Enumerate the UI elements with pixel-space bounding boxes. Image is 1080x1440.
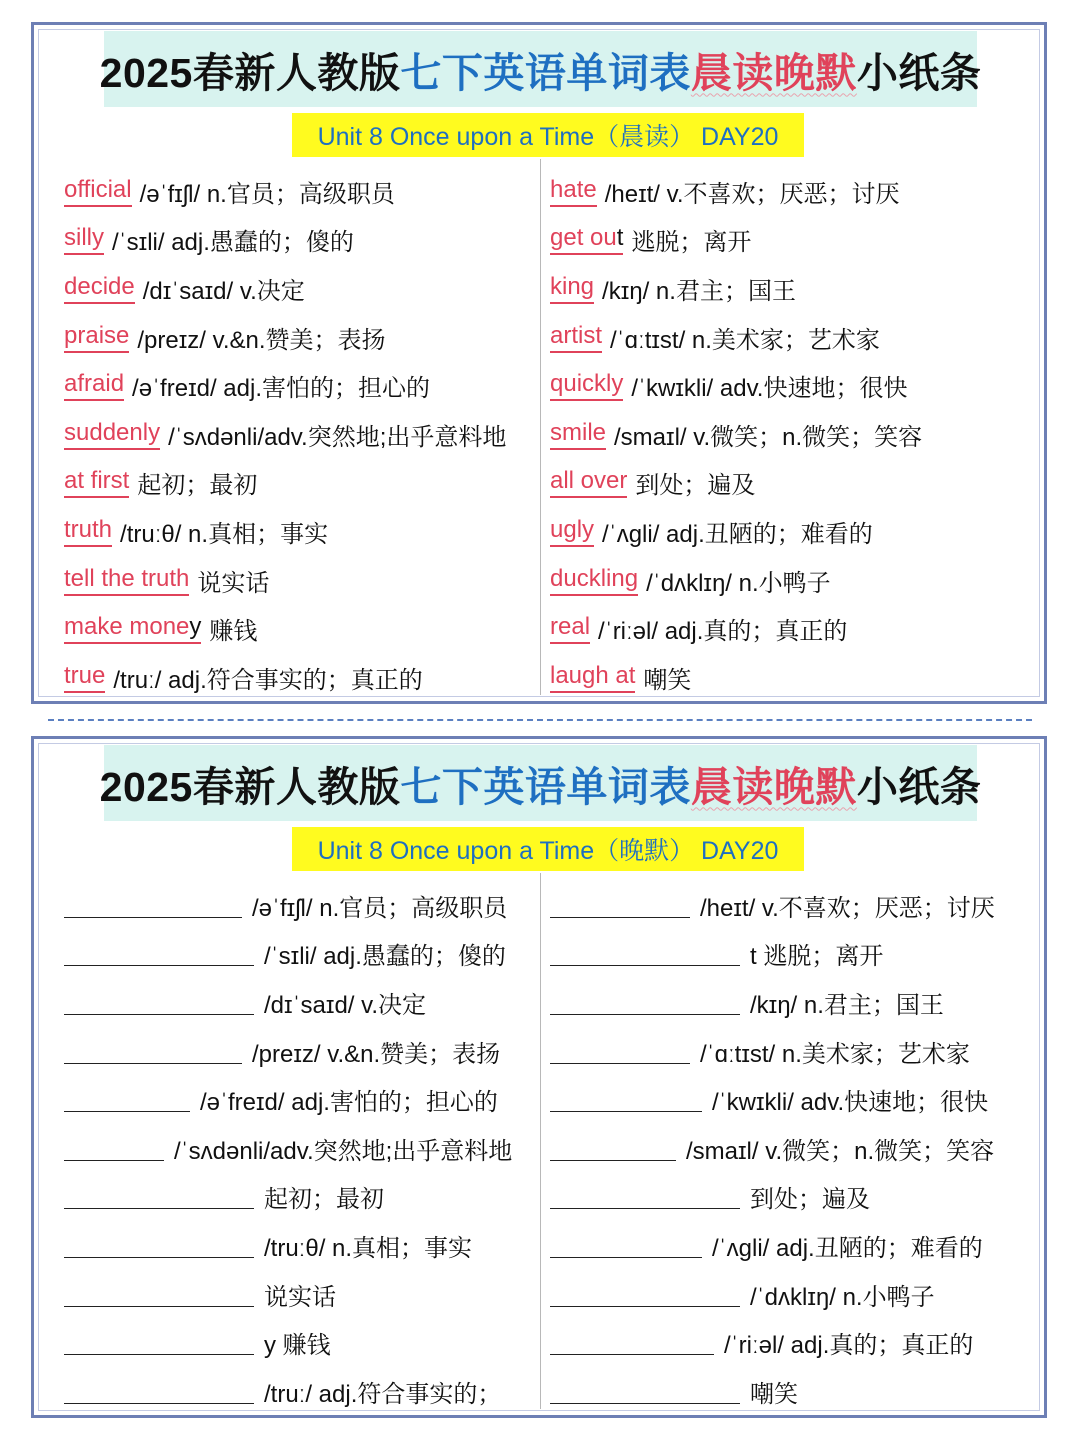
vocab-definition: 说实话	[197, 569, 270, 597]
answer-blank[interactable]	[550, 941, 740, 966]
answer-blank[interactable]	[64, 990, 254, 1015]
dictation-row	[550, 1367, 1040, 1416]
vocab-row	[64, 216, 534, 265]
vocab-word	[550, 176, 597, 207]
vocab-definition: /ˈkwɪkli/ adv.快速地；很快	[712, 1089, 989, 1117]
vocab-word	[64, 224, 104, 255]
dictation-row	[550, 930, 1040, 979]
vocab-word-text: true	[64, 661, 106, 689]
vocab-word	[550, 273, 594, 304]
vocab-definition: /truː/ adj.符合事实的；真正的	[113, 666, 423, 694]
vocab-definition: 到处；遍及	[635, 472, 756, 500]
vocab-definition: /preɪz/ v.&n.赞美；表扬	[252, 1040, 501, 1068]
vocab-definition: /ˈsɪli/ adj.愚蠢的；傻的	[112, 229, 354, 257]
title-part-3: 晨读晚默	[690, 763, 857, 810]
vocab-definition: /ˈdʌklɪŋ/ n.小鸭子	[750, 1283, 935, 1311]
dictation-row	[550, 1221, 1040, 1270]
dictation-row	[64, 1221, 534, 1270]
vocab-word	[64, 176, 132, 207]
vocab-definition: /əˈfreɪd/ adj.害怕的；担心的	[132, 375, 430, 403]
answer-blank[interactable]	[550, 1039, 690, 1064]
vocab-word-text: smile	[550, 418, 607, 446]
vocab-word-text: quickly	[550, 370, 624, 398]
vocab-definition: /əˈfreɪd/ adj.害怕的；担心的	[200, 1089, 498, 1117]
vocab-row	[550, 459, 1040, 508]
morning-right-column	[550, 167, 1040, 702]
title-part-4: 小纸条	[856, 763, 982, 810]
vocab-row	[550, 361, 1040, 410]
vocab-word	[550, 322, 602, 353]
answer-blank[interactable]	[64, 1233, 254, 1258]
vocab-definition: /smaɪl/ v.微笑；n.微笑；笑容	[614, 423, 923, 451]
answer-blank[interactable]	[64, 1330, 254, 1355]
column-divider	[540, 159, 541, 695]
vocab-row	[64, 459, 534, 508]
evening-card	[31, 736, 1047, 1418]
cut-line-divider	[48, 719, 1032, 721]
vocab-word	[550, 467, 627, 498]
answer-blank[interactable]	[550, 1330, 714, 1355]
dictation-row	[64, 1124, 534, 1173]
vocab-definition: /preɪz/ v.&n.赞美；表扬	[137, 326, 386, 354]
vocab-definition: 起初；最初	[264, 1186, 384, 1214]
vocab-word-text: ugly	[550, 515, 595, 543]
dictation-row	[64, 881, 534, 930]
vocab-definition: /truː/ adj.符合事实的；	[264, 1380, 502, 1408]
vocab-word	[550, 613, 590, 644]
vocab-word-text: tell the truth	[64, 564, 190, 592]
vocab-word	[64, 613, 201, 644]
vocab-definition: /heɪt/ v.不喜欢；厌恶；讨厌	[700, 894, 995, 922]
vocab-word-text: duckling	[550, 564, 639, 592]
vocab-row	[64, 361, 534, 410]
title-part-1: 2025春新人教版	[99, 49, 401, 96]
vocab-word	[64, 370, 124, 401]
vocab-definition: 赚钱	[209, 618, 258, 646]
dictation-row	[64, 1270, 534, 1319]
vocab-row	[550, 653, 1040, 702]
page-title	[99, 745, 982, 821]
vocab-definition: /smaɪl/ v.微笑；n.微笑；笑容	[686, 1137, 995, 1165]
dictation-row	[550, 1173, 1040, 1222]
vocab-word-text: real	[550, 613, 591, 641]
evening-left-column	[64, 881, 534, 1416]
vocab-row	[550, 410, 1040, 459]
vocab-word	[550, 565, 638, 596]
vocab-row	[64, 264, 534, 313]
dictation-row	[64, 1075, 534, 1124]
dictation-row	[550, 1270, 1040, 1319]
answer-blank[interactable]	[64, 1136, 164, 1161]
vocab-definition: /kɪŋ/ n.君主；国王	[750, 991, 944, 1019]
vocab-row	[64, 313, 534, 362]
answer-blank[interactable]	[550, 1087, 702, 1112]
vocab-word-tail: y	[189, 613, 202, 641]
dictation-row	[550, 1075, 1040, 1124]
vocab-definition: /ˈdʌklɪŋ/ n.小鸭子	[646, 569, 831, 597]
dictation-row	[64, 930, 534, 979]
vocab-definition: /ˈsʌdənli/adv.突然地;出乎意料地	[174, 1137, 513, 1165]
vocab-row	[550, 556, 1040, 605]
vocab-definition: /ˈɑːtɪst/ n.美术家；艺术家	[700, 1040, 970, 1068]
vocab-definition: /ˈriːəl/ adj.真的；真正的	[598, 618, 848, 646]
answer-blank[interactable]	[64, 1087, 190, 1112]
vocab-definition: /dɪˈsaɪd/ v.决定	[264, 991, 427, 1019]
vocab-word	[550, 662, 635, 693]
vocab-definition: y 赚钱	[264, 1332, 331, 1360]
answer-blank[interactable]	[64, 1282, 254, 1307]
vocab-word	[64, 516, 112, 547]
vocab-word-text: suddenly	[64, 418, 161, 446]
title-part-1: 2025春新人教版	[99, 763, 401, 810]
vocab-definition: /ˈʌgli/ adj.丑陋的；难看的	[712, 1234, 983, 1262]
vocab-word-text: artist	[550, 321, 603, 349]
vocab-definition: 到处；遍及	[750, 1186, 870, 1214]
vocab-definition: 嘲笑	[750, 1380, 798, 1408]
vocab-word	[64, 467, 129, 498]
dictation-row	[550, 881, 1040, 930]
answer-blank[interactable]	[550, 1184, 740, 1209]
vocab-row	[550, 507, 1040, 556]
answer-blank[interactable]	[64, 941, 254, 966]
dictation-row	[550, 1027, 1040, 1076]
vocab-row	[64, 507, 534, 556]
dictation-row	[64, 1318, 534, 1367]
vocab-word	[64, 419, 160, 450]
vocab-word	[550, 419, 606, 450]
title-part-2: 七下英语单词表	[400, 763, 691, 810]
vocab-word-text: all over	[550, 467, 628, 495]
morning-card	[31, 22, 1047, 704]
vocab-word-text: get ou	[550, 224, 617, 252]
vocab-word-text: afraid	[64, 370, 125, 398]
vocab-definition: /truːθ/ n.真相；事实	[264, 1234, 473, 1262]
vocab-row	[550, 313, 1040, 362]
answer-blank[interactable]	[550, 1233, 702, 1258]
morning-subtitle: Unit 8 Once upon a Time（晨读） DAY20	[292, 113, 804, 157]
morning-left-column	[64, 167, 534, 702]
vocab-word-text: laugh at	[550, 661, 636, 689]
vocab-row	[64, 653, 534, 702]
vocab-definition: /ˈsɪli/ adj.愚蠢的；傻的	[264, 943, 506, 971]
vocab-word	[550, 370, 623, 401]
vocab-word-text: make mone	[64, 613, 190, 641]
column-divider	[540, 873, 541, 1409]
vocab-word	[64, 565, 189, 596]
dictation-row	[64, 1173, 534, 1222]
answer-blank[interactable]	[64, 1184, 254, 1209]
vocab-definition: /ˈriːəl/ adj.真的；真正的	[724, 1332, 974, 1360]
answer-blank[interactable]	[550, 1136, 676, 1161]
dictation-row	[550, 1318, 1040, 1367]
vocab-definition: /truːθ/ n.真相；事实	[120, 520, 329, 548]
dictation-row	[550, 978, 1040, 1027]
answer-blank[interactable]	[550, 1282, 740, 1307]
vocab-word-text: truth	[64, 515, 113, 543]
answer-blank[interactable]	[64, 893, 242, 918]
vocab-definition: /ˈkwɪkli/ adv.快速地；很快	[631, 375, 908, 403]
vocab-word-text: praise	[64, 321, 130, 349]
title-part-4: 小纸条	[856, 49, 982, 96]
title-part-2: 七下英语单词表	[400, 49, 691, 96]
vocab-row	[550, 604, 1040, 653]
dictation-row	[550, 1124, 1040, 1173]
evening-subtitle: Unit 8 Once upon a Time（晚默） DAY20	[292, 827, 804, 871]
answer-blank[interactable]	[64, 1379, 254, 1404]
vocab-definition: /əˈfɪʃl/ n.官员；高级职员	[252, 894, 508, 922]
vocab-word	[550, 224, 623, 255]
vocab-word	[550, 516, 594, 547]
vocab-definition: 嘲笑	[643, 666, 692, 694]
vocab-definition: /dɪˈsaɪd/ v.决定	[142, 277, 305, 305]
dictation-row	[64, 1027, 534, 1076]
vocab-definition: 逃脱；离开	[631, 229, 752, 257]
dictation-row	[64, 978, 534, 1027]
evening-right-column	[550, 881, 1040, 1416]
vocab-word-text: decide	[64, 272, 135, 300]
vocab-word	[64, 322, 129, 353]
title-part-3: 晨读晚默	[690, 49, 857, 96]
vocab-row	[64, 604, 534, 653]
answer-blank[interactable]	[64, 1039, 242, 1064]
vocab-definition: 起初；最初	[137, 472, 258, 500]
vocab-definition: /ˈʌgli/ adj.丑陋的；难看的	[602, 520, 873, 548]
vocab-definition: /ˈsʌdənli/adv.突然地;出乎意料地	[168, 423, 507, 451]
answer-blank[interactable]	[550, 990, 740, 1015]
vocab-row	[550, 167, 1040, 216]
answer-blank[interactable]	[550, 1379, 740, 1404]
vocab-definition: /əˈfɪʃl/ n.官员；高级职员	[139, 180, 395, 208]
vocab-definition: t 逃脱；离开	[750, 943, 884, 971]
page-title	[99, 31, 982, 107]
vocab-definition: /kɪŋ/ n.君主；国王	[602, 277, 796, 305]
vocab-word	[64, 662, 105, 693]
vocab-word-text: silly	[64, 224, 104, 252]
vocab-word-text: hate	[550, 175, 597, 203]
vocab-row	[64, 410, 534, 459]
vocab-row	[550, 216, 1040, 265]
vocab-word-text: at first	[64, 467, 130, 495]
vocab-definition: /heɪt/ v.不喜欢；厌恶；讨厌	[604, 180, 900, 208]
vocab-word-tail: t	[616, 224, 624, 252]
vocab-row	[64, 167, 534, 216]
vocab-row	[64, 556, 534, 605]
vocab-definition: /ˈɑːtɪst/ n.美术家；艺术家	[610, 326, 880, 354]
answer-blank[interactable]	[550, 893, 690, 918]
dictation-row	[64, 1367, 534, 1416]
vocab-word	[64, 273, 135, 304]
vocab-word-text: king	[550, 272, 595, 300]
vocab-definition: 说实话	[264, 1283, 336, 1311]
vocab-row	[550, 264, 1040, 313]
vocab-word-text: official	[64, 175, 132, 203]
